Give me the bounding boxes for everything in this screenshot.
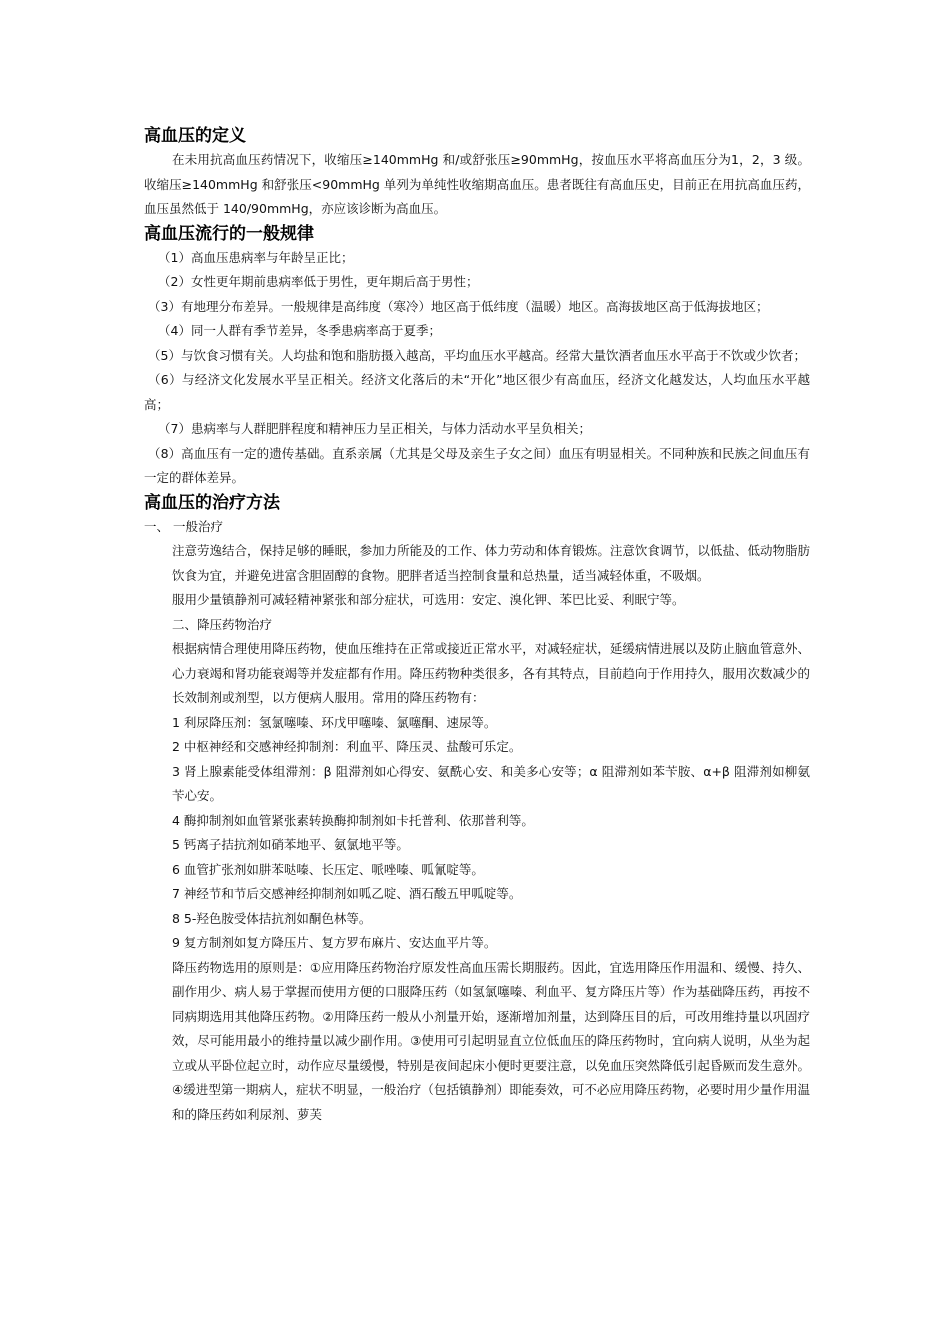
section-title-treatment: 高血压的治疗方法: [144, 492, 280, 513]
epidemiology-item: （3）有地理分布差异。一般规律是高纬度（寒冷）地区高于低纬度（温暖）地区。高海拔地区高于低海拔地区；: [148, 298, 769, 314]
section-title-epidemiology: 高血压流行的一般规律: [144, 223, 314, 244]
drug-list-item: 1 利尿降压剂：氢氯噻嗪、环戊甲噻嗪、氯噻酮、速尿等。: [172, 714, 497, 730]
epidemiology-item: （2）女性更年期前患病率低于男性，更年期后高于男性；: [158, 274, 479, 289]
epidemiology-item: （4）同一人群有季节差异，冬季患病率高于夏季；: [158, 323, 441, 338]
drug-list-item: 5 钙离子拮抗剂如硝苯地平、氨氯地平等。: [172, 837, 409, 852]
general-treatment-paragraph: 注意劳逸结合，保持足够的睡眠，参加力所能及的工作、体力劳动和体育锻炼。注意饮食调节，以低盐、低动物脂肪饮食为宜，并避免进富含胆固醇的食物。肥胖者适当控制食量和总热量，适当减轻体重，不吸烟。: [172, 543, 810, 583]
drug-list-item: 7 神经节和节后交感神经抑制剂如呱乙啶、酒石酸五甲呱啶等。: [172, 886, 522, 901]
drug-list-item: 3 肾上腺素能受体组滞剂：β 阻滞剂如心得安、氨酰心安、和美多心安等；α 阻滞剂如苯苄胺、α+β 阻滞剂如柳氨苄心安。: [172, 763, 810, 803]
epidemiology-item: （8）高血压有一定的遗传基础。直系亲属（尤其是父母及亲生子女之间）血压有明显相关。不同种族和民族之间血压有一定的群体差异。: [144, 445, 810, 485]
epidemiology-item: （7）患病率与人群肥胖程度和精神压力呈正相关，与体力活动水平呈负相关；: [158, 421, 591, 436]
treatment-body: [172, 539, 810, 1127]
section-title-definition: 高血压的定义: [144, 126, 246, 146]
principles-paragraph: 降压药物选用的原则是：①应用降压药物治疗原发性高血压需长期服药。因此，宜选用降压作用温和、缓慢、持久、副作用少、病人易于掌握而使用方便的口服降压药（如氢氯噻嗪、利血平、复方降压片等）作为基础降压药，再按不同病期选用其他降压药物。②用降压药一般从小剂量开始，逐渐增加剂量，达到降压目的后，可改用维持量以巩固疗效，尽可能用最小的维持量以减少副作用。③使用可引起明显直立位低血压的降压药物时，宜向病人说明，从坐为起立或从平卧位起立时，动作应尽量缓慢，特别是夜间起床小便时更要注意，以免血压突然降低引起昏厥而发生意外。④缓进型第一期病人，症状不明显，一般治疗（包括镇静剂）即能奏效，可不必应用降压药物，必要时用少量作用温和的降压药如利尿剂、萝芙: [172, 959, 810, 1122]
drug-intro-paragraph: 根据病情合理使用降压药物，使血压维持在正常或接近正常水平，对减轻症状，延缓病情进展以及防止脑血管意外、心力衰竭和肾功能衰竭等并发症都有作用。降压药物种类很多，各有其特点，目前趋向于作用持久，服用次数减少的长效制剂或剂型，以方便病人服用。常用的降压药物有：: [172, 641, 810, 705]
drug-list-item: 9 复方制剂如复方降压片、复方罗布麻片、安达血平片等。: [172, 935, 497, 950]
definition-paragraph: 在未用抗高血压药情况下，收缩压≥140mmHg 和/或舒张压≥90mmHg，按血压水平将高血压分为1，2，3 级。收缩压≥140mmHg 和舒张压<90mmHg 单列为单纯性收缩期高血压。患者既往有高血压史，目前正在用抗高血压药，血压虽然低于 140/90mmHg，亦应该诊断为高血压。: [144, 152, 810, 216]
general-treatment-paragraph: 服用少量镇静剂可减轻精神紧张和部分症状，可选用：安定、溴化钾、苯巴比妥、利眠宁等。: [172, 592, 685, 607]
subsection-drug-treatment: 二、降压药物治疗: [172, 616, 273, 632]
document-content: [144, 124, 810, 1127]
subsection-general-treatment: 一、 一般治疗: [144, 518, 223, 534]
epidemiology-item: （5）与饮食习惯有关。人均盐和饱和脂肪摄入越高，平均血压水平越高。经常大量饮酒者血压水平高于不饮或少饮者；: [148, 347, 806, 363]
drug-list-item: 4 酶抑制剂如血管紧张素转换酶抑制剂如卡托普利、依那普利等。: [172, 812, 534, 828]
epidemiology-item: （6）与经济文化发展水平呈正相关。经济文化落后的未“开化”地区很少有高血压，经济文化越发达，人均血压水平越高；: [144, 372, 810, 412]
drug-list-item: 2 中枢神经和交感神经抑制剂：利血平、降压灵、盐酸可乐定。: [172, 739, 522, 754]
drug-list-item: 6 血管扩张剂如肼苯哒嗪、长压定、哌唑嗪、呱氰啶等。: [172, 861, 484, 877]
drug-list-item: 8 5-羟色胺受体拮抗剂如酮色林等。: [172, 910, 372, 926]
epidemiology-item: （1）高血压患病率与年龄呈正比；: [158, 249, 354, 265]
